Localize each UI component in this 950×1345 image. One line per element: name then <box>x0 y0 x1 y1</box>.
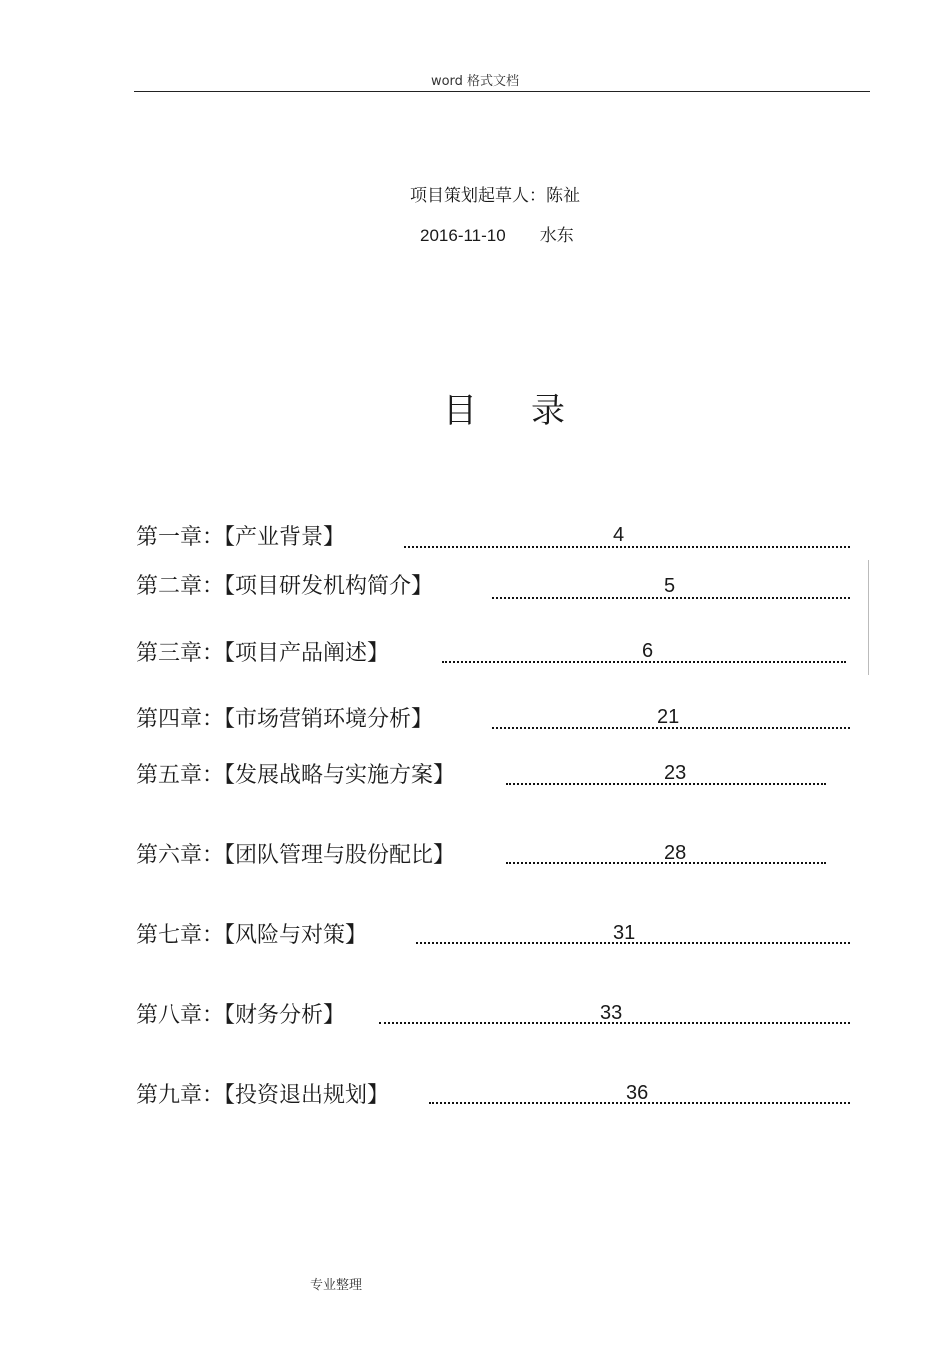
date-line <box>420 221 574 246</box>
toc-page: 4 <box>613 524 625 546</box>
document-date: 2016-11-10 <box>420 226 506 245</box>
toc-chapter: 第三章：【项目产品阐述】 <box>136 641 390 666</box>
toc-chapter: 第二章：【项目研发机构简介】 <box>136 574 434 599</box>
toc-chapter: 第四章：【市场营销环境分析】 <box>136 707 434 732</box>
margin-rule <box>868 560 869 675</box>
page-header: word 格式文档 <box>430 74 520 89</box>
toc-title: 目录 <box>443 391 619 431</box>
toc-chapter: 第六章：【团队管理与股份配比】 <box>136 843 456 868</box>
toc-chapter: 第一章：【产业背景】 <box>136 525 346 550</box>
toc-page: 31 <box>613 922 636 944</box>
document-place: 水东 <box>539 226 574 246</box>
toc-page: 5 <box>664 575 676 597</box>
toc-chapter: 第八章：【财务分析】 <box>136 1003 346 1028</box>
toc-page: 33 <box>600 1002 623 1024</box>
toc-page: 23 <box>664 762 687 784</box>
page-footer: 专业整理 <box>310 1278 363 1293</box>
toc-page: 21 <box>657 706 680 728</box>
toc-chapter: 第七章：【风险与对策】 <box>136 923 368 948</box>
toc-page: 36 <box>626 1082 649 1104</box>
toc-chapter: 第五章：【发展战略与实施方案】 <box>136 763 456 788</box>
toc-page: 6 <box>642 640 654 662</box>
toc-page: 28 <box>664 842 687 864</box>
header-rule <box>134 91 870 92</box>
author-line: 项目策划起草人：陈祉 <box>410 186 580 206</box>
toc-chapter: 第九章：【投资退出规划】 <box>136 1083 390 1108</box>
toc-leader <box>404 546 850 548</box>
